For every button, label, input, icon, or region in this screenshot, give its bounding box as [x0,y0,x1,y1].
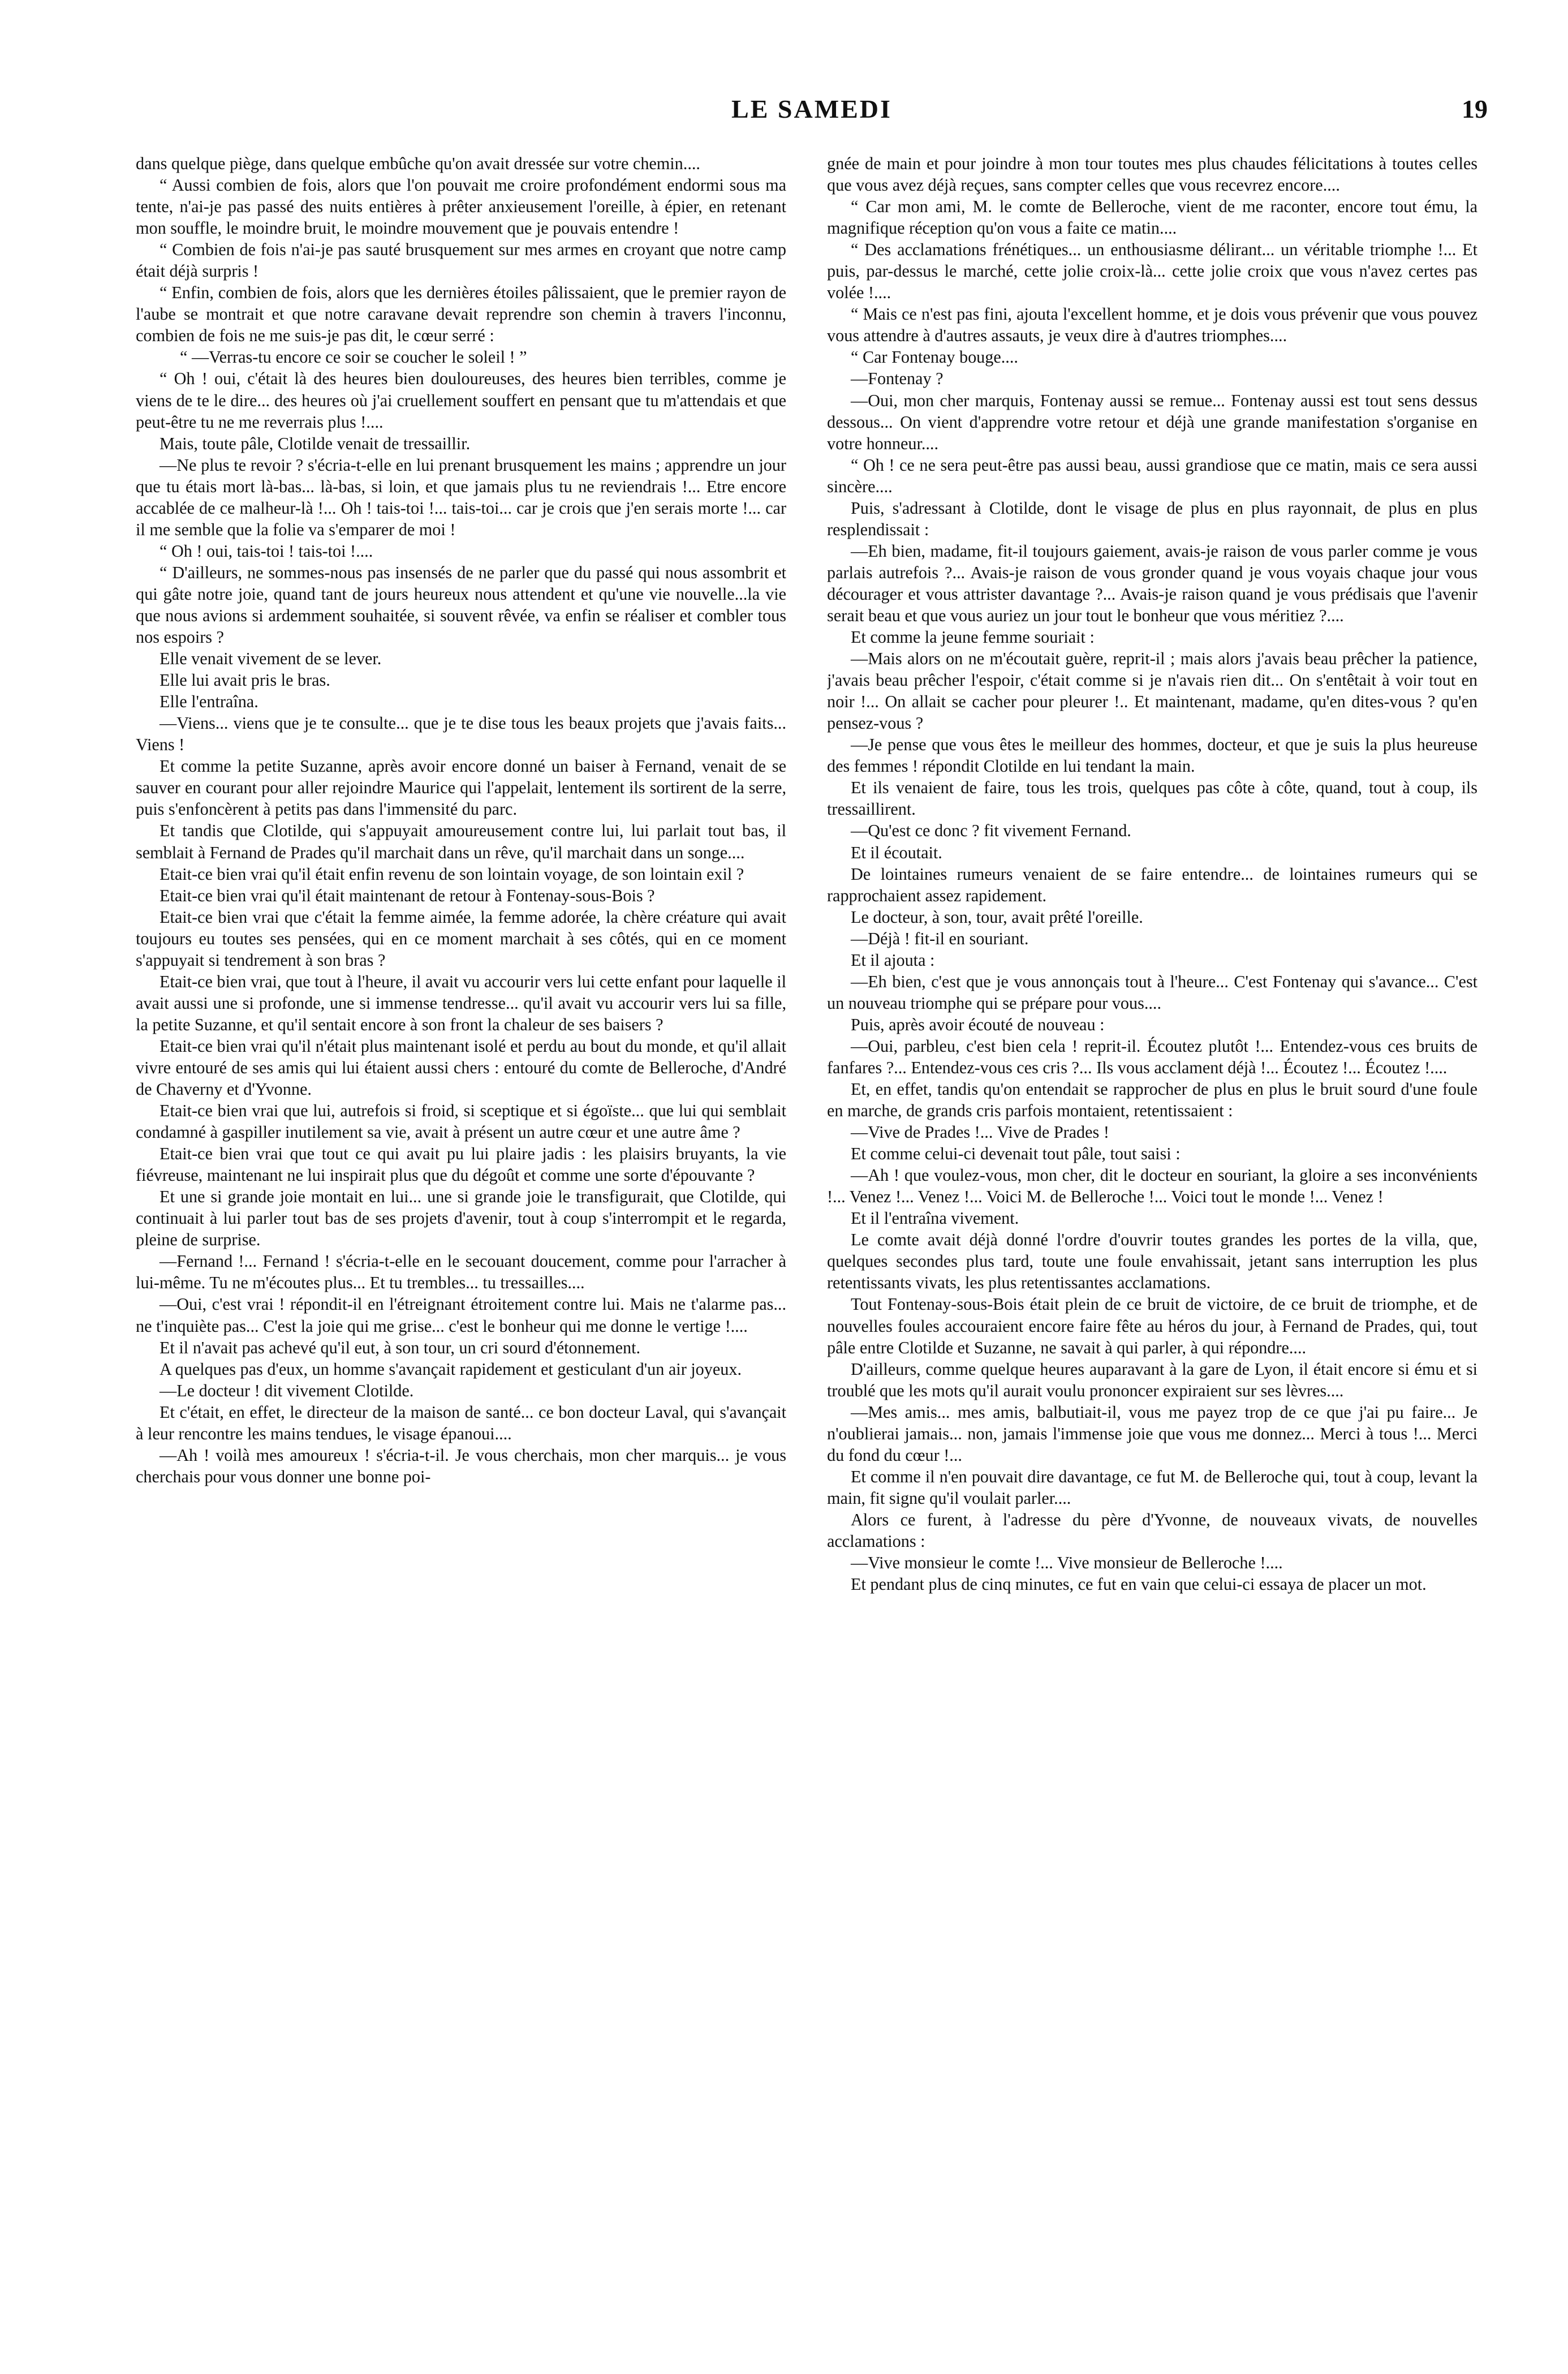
paragraph: Et comme la jeune femme souriait : [851,627,1095,647]
paragraph: —Ne plus te revoir ? s'écria-t-elle en lui prenant brusquement les mains ; apprendre un jour que tu étais mort là-bas... là-bas, si loin, et que jamais plus tu ne reviendrais !... Etre encore accablée de ce malheur-là !... Oh ! tais-toi !... tais-toi... car je crois que j'en serais morte !... car il me semble que la folie va s'emparer de moi ! [136,455,786,539]
right-column [827,153,1477,2314]
paragraph: Etait-ce bien vrai que tout ce qui avait pu lui plaire jadis : les plaisirs bruyants, la vie fiévreuse, maintenant ne lui inspirait plus que du dégoût et comme une sorte d'épouvante ? [136,1144,786,1185]
page-number: 19 [1462,94,1488,123]
paragraph: “ Combien de fois n'ai-je pas sauté brusquement sur mes armes en croyant que notre camp était déjà surpris ! [136,240,786,281]
paragraph: Et une si grande joie montait en lui... une si grande joie le transfigurait, que Clotilde, qui continuait à lui parler tout bas de ses projets d'avenir, tout à coup s'interrompit et le regarda, pleine de surprise. [136,1187,786,1250]
paragraph: —Le docteur ! dit vivement Clotilde. [160,1380,414,1400]
paragraph: Et, en effet, tandis qu'on entendait se rapprocher de plus en plus le bruit sourd d'une foule en marche, de grands cris parfois montaient, retentissaient : [827,1080,1477,1121]
paragraph: Le comte avait déjà donné l'ordre d'ouvrir toutes grandes les portes de la villa, que, quelques secondes plus tard, toute une foule envahissait, jetant sans interruption les plus retentissants vivats, les plus retentissantes acclamations. [827,1230,1477,1293]
paragraph: —Ah ! voilà mes amoureux ! s'écria-t-il. Je vous cherchais, mon cher marquis... je vous cherchais pour vous donner une bonne poi- [136,1445,786,1486]
paragraph: —Vive monsieur le comte !... Vive monsieur de Belleroche !.... [851,1553,1283,1573]
paragraph: Mais, toute pâle, Clotilde venait de tressaillir. [160,433,471,453]
paragraph: —Eh bien, c'est que je vous annonçais tout à l'heure... C'est Fontenay qui s'avance... C'est un nouveau triomphe qui se prépare pour vous.... [827,971,1477,1013]
paragraph: “ Oh ! ce ne sera peut-être pas aussi beau, aussi grandiose que ce matin, mais ce sera aussi sincère.... [827,455,1477,496]
paragraph: —Oui, mon cher marquis, Fontenay aussi se remue... Fontenay aussi est tout sens dessus dessous... On vient d'apprendre votre retour et déjà une grande manifestation s'organise en votre honneur.... [827,390,1477,453]
paragraph: Elle l'entraîna. [160,692,259,712]
paragraph: A quelques pas d'eux, un homme s'avançait rapidement et gesticulant d'un air joyeux. [160,1359,742,1379]
paragraph: Alors ce furent, à l'adresse du père d'Yvonne, de nouveaux vivats, de nouvelles acclamations : [827,1509,1477,1551]
paragraph: Etait-ce bien vrai qu'il était enfin revenu de son lointain voyage, de son lointain exil ? [160,864,744,884]
paragraph: “ Oh ! oui, c'était là des heures bien douloureuses, des heures bien terribles, comme je viens de te le dire... des heures où j'ai cruellement souffert en pensant que tu m'attendais et que peut-être tu ne me reverrais plus !.... [136,369,786,432]
paragraph: Etait-ce bien vrai, que tout à l'heure, il avait vu accourir vers lui cette enfant pour laquelle il avait aussi une si profonde, une si immense tendresse... qu'il avait vu accourir vers lui sa fille, la petite Suzanne, et qu'il sentait encore à son front la chaleur de ses baisers ? [136,971,786,1034]
page-header [136,94,1488,134]
paragraph: Et comme celui-ci devenait tout pâle, tout saisi : [851,1144,1181,1164]
paragraph: Elle venait vivement de se lever. [160,649,382,669]
paragraph: —Je pense que vous êtes le meilleur des hommes, docteur, et que je suis la plus heureuse des femmes ! répondit Clotilde en lui tendant la main. [827,735,1477,776]
paragraph: Et ils venaient de faire, tous les trois, quelques pas côte à côte, quand, tout à coup, ils tressaillirent. [827,778,1477,819]
publication-title: LE SAMEDI [731,94,892,123]
paragraph: Etait-ce bien vrai que lui, autrefois si froid, si sceptique et si égoïste... que lui qui semblait condamné à gaspiller inutilement sa vie, avait à présent un autre cœur et une autre âme ? [136,1101,786,1142]
paragraph: Et comme la petite Suzanne, après avoir encore donné un baiser à Fernand, venait de se sauver en courant pour aller rejoindre Maurice qui l'appelait, lentement ils sortirent de la serre, puis s'enfoncèrent à petits pas dans l'immensité du parc. [136,756,786,819]
paragraph: Et c'était, en effet, le directeur de la maison de santé... ce bon docteur Laval, qui s'avançait à leur rencontre les mains tendues, le visage épanoui.... [136,1402,786,1443]
paragraph: Et pendant plus de cinq minutes, ce fut en vain que celui-ci essaya de placer un mot. [851,1575,1427,1594]
paragraph: “ Mais ce n'est pas fini, ajouta l'excellent homme, et je dois vous prévenir que vous pouvez vous attendre à d'autres assauts, je veux dire à d'autres triomphes.... [827,304,1477,346]
paragraph: D'ailleurs, comme quelque heures auparavant à la gare de Lyon, il était encore si ému et si troublé que les mots qu'il aurait voulu prononcer expiraient sur ses lèvres.... [827,1359,1477,1400]
paragraph: —Ah ! que voulez-vous, mon cher, dit le docteur en souriant, la gloire a ses inconvénients !... Venez !... Venez !... Voici M. de Belleroche !... Voici tout le monde !... Venez ! [827,1166,1477,1207]
paragraph: —Vive de Prades !... Vive de Prades ! [851,1123,1109,1142]
paragraph: Tout Fontenay-sous-Bois était plein de ce bruit de victoire, de ce bruit de triomphe, et de nouvelles foules accouraient encore faire fête au héros du jour, à Fernand de Prades, qui, tout pâle entre Clotilde et Suzanne, ne savait à qui parler, à qui répondre.... [827,1294,1477,1357]
paragraph: —Fontenay ? [851,369,944,389]
paragraph: —Oui, parbleu, c'est bien cela ! reprit-il. Écoutez plutôt !... Entendez-vous ces bruits de fanfares ?... Entendez-vous ces cris ?... Ils vous acclament déjà !... Écoutez !... Écoutez !.... [827,1036,1477,1077]
paragraph: —Mais alors on ne m'écoutait guère, reprit-il ; mais alors j'avais beau prêcher la patience, j'avais beau prêcher l'espoir, c'était comme si je n'avais rien dit... On s'entêtait à voir tout en noir !... On allait se cacher pour pleurer !.. Et maintenant, madame, qu'en dites-vous ? qu'en pensez-vous ? [827,649,1477,733]
paragraph: “ Car Fontenay bouge.... [851,347,1018,367]
paragraph: Etait-ce bien vrai qu'il était maintenant de retour à Fontenay-sous-Bois ? [160,885,655,905]
paragraph: “ —Verras-tu encore ce soir se coucher le soleil ! ” [180,347,527,367]
paragraph: —Déjà ! fit-il en souriant. [851,928,1029,948]
paragraph: Et comme il n'en pouvait dire davantage, ce fut M. de Belleroche qui, tout à coup, levant la main, fit signe qu'il voulait parler.... [827,1466,1477,1508]
paragraph: —Qu'est ce donc ? fit vivement Fernand. [851,821,1131,841]
paragraph: “ Car mon ami, M. le comte de Belleroche, vient de me raconter, encore tout ému, la magnifique réception qu'on vous a faite ce matin.... [827,197,1477,238]
paragraph: —Viens... viens que je te consulte... que je te dise tous les beaux projets que j'avais faits... Viens ! [136,713,786,755]
left-column [136,153,786,2314]
paragraph: —Fernand !... Fernand ! s'écria-t-elle en le secouant doucement, comme pour l'arracher à lui-même. Tu ne m'écoutes plus... Et tu trembles... tu tressailles.... [136,1251,786,1293]
paragraph: “ Enfin, combien de fois, alors que les dernières étoiles pâlissaient, que le premier rayon de l'aube se montrait et que notre caravane devait reprendre son chemin à travers l'inconnu, combien de fois ne me suis-je pas dit, le cœur serré : [136,283,786,346]
paragraph: —Oui, c'est vrai ! répondit-il en l'étreignant étroitement contre lui. Mais ne t'alarme pas... ne t'inquiète pas... C'est la joie qui me grise... c'est le bonheur qui me donne le vertige !.... [136,1294,786,1336]
paragraph: Et il ajouta : [851,950,935,970]
paragraph: “ Des acclamations frénétiques... un enthousiasme délirant... un véritable triomphe !... Et puis, par-dessus le marché, cette jolie croix-là... cette jolie croix que vous n'avez certes pas volée !.... [827,240,1477,303]
paragraph: “ Aussi combien de fois, alors que l'on pouvait me croire profondément endormi sous ma tente, n'ai-je pas passé des nuits entières à prêter anxieusement l'oreille, à épier, en retenant mon souffle, le moindre bruit, le moindre mouvement que je pouvais entendre ! [136,175,786,238]
paragraph: Et il n'avait pas achevé qu'il eut, à son tour, un cri sourd d'étonnement. [160,1337,641,1357]
paragraph: dans quelque piège, dans quelque embûche qu'on avait dressée sur votre chemin.... [136,154,700,173]
paragraph: Et il l'entraîna vivement. [851,1208,1019,1228]
paragraph: Le docteur, à son, tour, avait prêté l'oreille. [851,907,1143,927]
paragraph: Puis, après avoir écouté de nouveau : [851,1014,1105,1034]
paragraph: Elle lui avait pris le bras. [160,670,330,690]
paragraph: Et tandis que Clotilde, qui s'appuyait amoureusement contre lui, lui parlait tout bas, il semblait à Fernand de Prades qu'il marchait dans un rêve, qu'il marchait dans un songe.... [136,821,786,862]
paragraph: Et il écoutait. [851,842,942,862]
paragraph: Etait-ce bien vrai que c'était la femme aimée, la femme adorée, la chère créature qui avait toujours eu toutes ses pensées, qui en ce moment marchait à ses côtés, qui en ce moment s'appuyait si tendrement à son bras ? [136,907,786,970]
paragraph: Etait-ce bien vrai qu'il n'était plus maintenant isolé et perdu au bout du monde, et qu'il allait vivre entouré de ses amis qui lui étaient aussi chers : entouré du comte de Belleroche, d'André de Chaverny et d'Yvonne. [136,1036,786,1099]
paragraph: —Eh bien, madame, fit-il toujours gaiement, avais-je raison de vous parler comme je vous parlais autrefois ?... Avais-je raison de vous gronder quand je vous voyais chaque jour vous décourager et vous attrister davantage ?... Avais-je raison quand je vous prédisais que l'avenir serait beau et que vous auriez un jour tout le bonheur que vous méritiez ?.... [827,541,1477,625]
paragraph: “ D'ailleurs, ne sommes-nous pas insensés de ne parler que du passé qui nous assombrit et qui gâte notre joie, quand tant de jours heureux nous attendent et qu'une vie nouvelle...la vie que nous avions si ardemment souhaitée, si souvent rêvée, va enfin se réaliser et combler tous nos espoirs ? [136,562,786,647]
paragraph: “ Oh ! oui, tais-toi ! tais-toi !.... [160,541,373,561]
paragraph: gnée de main et pour joindre à mon tour toutes mes plus chaudes félicitations à toutes celles que vous avez déjà reçues, sans compter celles que vous recevrez encore.... [827,154,1477,195]
paragraph: De lointaines rumeurs venaient de se faire entendre... de lointaines rumeurs qui se rapprochaient assez rapidement. [827,864,1477,905]
paragraph: Puis, s'adressant à Clotilde, dont le visage de plus en plus rayonnait, de plus en plus resplendissait : [827,498,1477,539]
paragraph: —Mes amis... mes amis, balbutiait-il, vous me payez trop de ce que j'ai pu faire... Je n'oublierai jamais... non, jamais l'immense joie que vous me donnez... Merci à tous !... Merci du fond du cœur !... [827,1402,1477,1465]
